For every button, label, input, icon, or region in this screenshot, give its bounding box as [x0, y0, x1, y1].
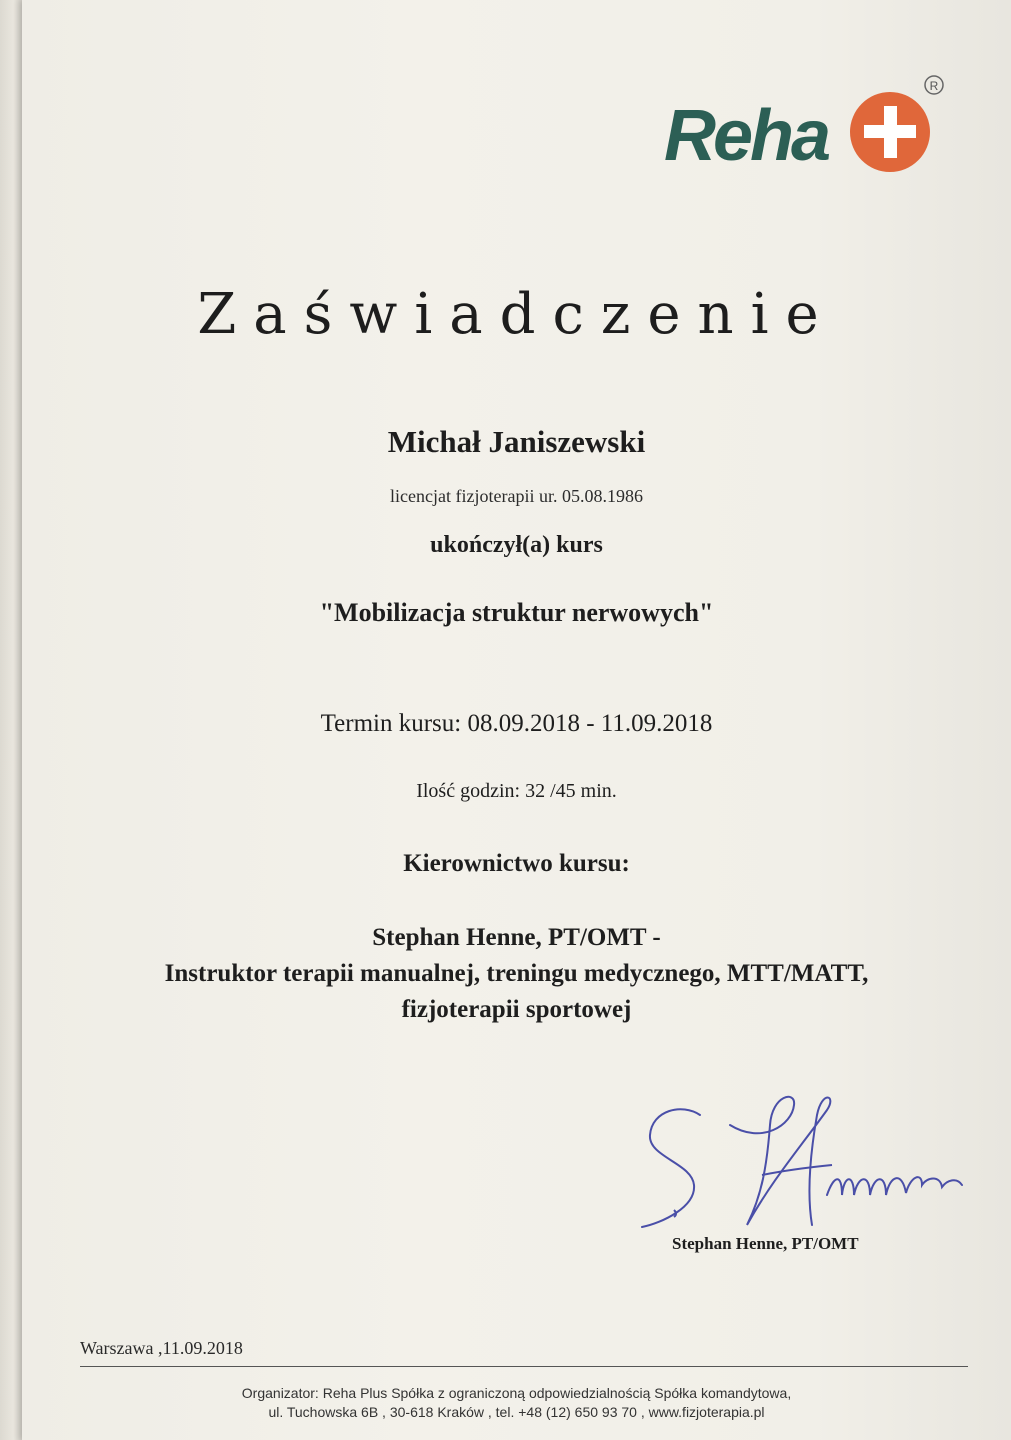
leadership-heading: Kierownictwo kursu:: [403, 850, 630, 877]
footer-line-1: Organizator: Reha Plus Spółka z ograniczoną odpowiedzialnością Spółka komandytowa,: [241, 1385, 792, 1401]
completed-text: ukończył(a) kurs: [430, 532, 603, 558]
organizer-footer: [22, 1384, 1011, 1422]
course-dates: Termin kursu: 08.09.2018 - 11.09.2018: [320, 710, 713, 737]
registered-mark-letter: R: [929, 79, 939, 93]
instructor-line-1: Stephan Henne, PT/OMT -: [372, 924, 661, 951]
recipient-name: Michał Janiszewski: [387, 424, 646, 459]
course-name: "Mobilizacja struktur nerwowych": [319, 598, 714, 627]
logo-text: Reha: [664, 96, 829, 176]
stacked-paper-edge: [0, 0, 22, 1440]
footer-line-2: ul. Tuchowska 6B , 30-618 Kraków , tel. +48 (12) 650 93 70 , www.fizjoterapia.pl: [268, 1404, 765, 1420]
course-hours: Ilość godzin: 32 /45 min.: [416, 780, 617, 802]
reha-plus-logo: [664, 72, 954, 182]
logo-plus-horizontal: [864, 125, 916, 138]
certificate-title: Zaświadczenie: [197, 282, 836, 347]
recipient-details: licencjat fizjoterapii ur. 05.08.1986: [390, 486, 643, 506]
instructor-line-3: fizjoterapii sportowej: [401, 996, 632, 1023]
handwritten-signature: [622, 1085, 982, 1235]
signature-name: Stephan Henne, PT/OMT: [672, 1234, 859, 1253]
certificate-page: [22, 0, 1011, 1440]
instructor-line-2: Instruktor terapii manualnej, treningu medycznego, MTT/MATT,: [164, 960, 869, 987]
instructor-block: [22, 920, 1011, 1028]
footer-divider: [80, 1366, 968, 1367]
place-and-date: Warszawa ,11.09.2018: [80, 1338, 243, 1358]
